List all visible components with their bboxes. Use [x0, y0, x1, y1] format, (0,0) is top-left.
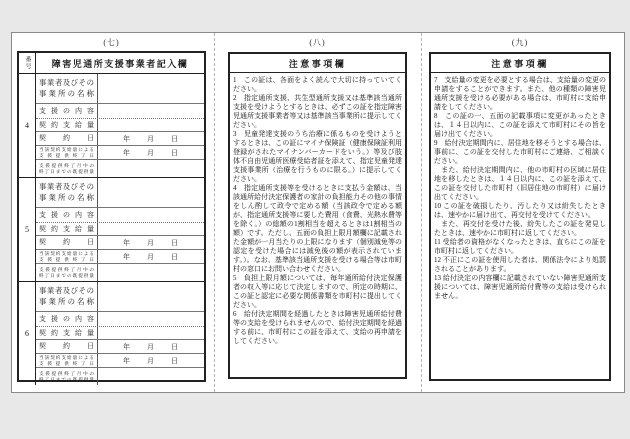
table-row [36, 208, 204, 223]
entry-block-4 [19, 74, 204, 178]
fold-divider-left [214, 33, 215, 392]
contract-amount-label [36, 223, 98, 235]
page-number-label-7: (七) [103, 38, 120, 47]
support-content-value-cell [98, 312, 204, 326]
support-end-date-ymd: 年 月 日 [123, 356, 179, 365]
contract-amount-label [36, 119, 98, 131]
table-row [36, 160, 204, 177]
label-line: 契約日 [39, 342, 94, 350]
support-end-date-ymd: 年 月 日 [123, 148, 179, 157]
table-row [36, 132, 204, 146]
provided-amount-value-cell [98, 368, 204, 385]
note-paragraph: 7 支給量の変更を必要とする場合は、支給量の変更の申請をすることができます。また、他の種類の障害児通所支援を受ける必要がある場合は、市町村に支給申請をしてください。 [434, 76, 606, 111]
label-line: 事業者及びその [39, 286, 94, 295]
label-line: 支援提供終了月中の [39, 266, 94, 272]
provider-name-label [36, 178, 98, 207]
entry-number: 4 [19, 74, 36, 177]
label-line: 契約支給量 [39, 328, 94, 337]
provided-amount-value-cell [98, 160, 204, 177]
provider-table-header [19, 53, 204, 74]
support-end-date-label [36, 146, 98, 159]
provided-amount-label [36, 264, 98, 281]
contract-amount-value-cell [98, 327, 204, 339]
notes-title: 注意事項欄 [431, 54, 609, 73]
contract-date-label [36, 340, 98, 353]
label-line: 事業者及びその [39, 78, 94, 87]
label-line: 契約支給量 [39, 224, 94, 233]
note-paragraph: 10 この証を破損したり、汚したり又は紛失したときは、速やかに届け出て、再交付を受けてください。 [434, 202, 606, 219]
note-paragraph: 3 児童発達支援のうち治療に係るものを受けようとするときは、この証にマイナ保険証（健康保険証利用登録がされたマイナンバーカードをいう。）等及び肢体不自由児通所医療受給者証を添えて、指定児童発達支援事業所（治療を行うものに限る。）に提示してください。 [233, 130, 402, 183]
note-paragraph: 8 この証の一、五面の記載事項に変更があったときは、１４日以内に、この証を添えて市町村にその旨を届け出てください。 [434, 112, 606, 138]
label-line: 支援提供終了月中の [39, 370, 94, 376]
table-row [36, 264, 204, 281]
contract-amount-label [36, 327, 98, 339]
provider-name-value-cell [98, 282, 204, 311]
fold-divider-right [421, 33, 422, 392]
note-paragraph: 5 負担上限月額については、毎年通所給付決定保護者の収入等に応じて決定しますので、所定の時期に、この証と認定に必要な関係書類を市町村に提出してください。 [233, 274, 402, 309]
provided-amount-label [36, 368, 98, 385]
table-row [36, 327, 204, 340]
label-line: 支援の内容 [39, 106, 94, 115]
table-row [36, 250, 204, 264]
label-line: 事業所の名称 [39, 192, 94, 202]
table-row [36, 104, 204, 119]
table-row [36, 223, 204, 236]
contract-amount-value-cell [98, 223, 204, 235]
provider-name-value-cell [98, 74, 204, 103]
note-paragraph: 1 この証は、各面をよく読んで大切に持っていてください。 [233, 76, 402, 93]
note-paragraph: 6 給付決定期間を経過したときは障害児通所給付費等の支給を受けられませんので、給付決定期間を経過する前に、市町村にこの証を添えて、支給の再申請をしてください。 [233, 310, 402, 345]
label-line: 終了日までの既提供量 [39, 272, 94, 278]
table-row [36, 282, 204, 312]
entry-number: 5 [19, 178, 36, 281]
label-line: 支援の内容 [39, 210, 94, 219]
note-paragraph: 12 不正にこの証を使用した者は、関係法令により処罰されることがあります。 [434, 256, 606, 273]
support-end-date-ymd: 年 月 日 [123, 252, 179, 261]
label-line: 当該契約支給量による [39, 250, 94, 256]
support-end-date-label [36, 250, 98, 263]
note-paragraph: 13 給付決定の内容欄に記載されていない障害児通所支援については、障害児通所給付費等の支給は受けられません。 [434, 274, 606, 300]
provided-amount-value-cell [98, 264, 204, 281]
note-paragraph: 2 指定通所支援、共生型通所支援又は基準該当通所支援を受けようとするときは、必ずこの証を指定障害児通所支援事業者等又は基準該当事業所に提示してください。 [233, 94, 402, 129]
label-line: 事業所の名称 [39, 296, 94, 306]
table-row [36, 354, 204, 368]
label-line: 支援提供終了日 [39, 152, 94, 158]
label-line: 契約支給量 [39, 120, 94, 129]
notes-title: 注意事項欄 [230, 54, 405, 73]
contract-date-label [36, 132, 98, 145]
page-number-label-8: (八) [309, 38, 326, 47]
note-paragraph: 11 受給者の資格がなくなったときは、直ちにこの証を市町村に返してください。 [434, 238, 606, 255]
provider-name-value-cell [98, 178, 204, 207]
contract-date-ymd: 年 月 日 [123, 342, 179, 351]
note-paragraph: また、再交付を受けた後、紛失したこの証を発見したときは、速やかに市町村に返してください。 [434, 220, 606, 237]
notes-panel-9 [429, 52, 611, 381]
notes-body [230, 73, 405, 377]
label-line: 支援の内容 [39, 314, 94, 323]
label-line: 事業所の名称 [39, 88, 94, 98]
table-row [36, 236, 204, 250]
label-line: 終了日までの既提供量 [39, 376, 94, 382]
contract-date-ymd: 年 月 日 [123, 134, 179, 143]
provider-name-label [36, 74, 98, 103]
contract-date-ymd: 年 月 日 [123, 238, 179, 247]
table-row [36, 312, 204, 327]
entry-number: 6 [19, 282, 36, 385]
support-content-label [36, 312, 98, 326]
provider-table-title: 障害児通所支援事業者記入欄 [51, 58, 189, 69]
label-line: 契約日 [39, 238, 94, 246]
table-row [36, 119, 204, 132]
support-content-label [36, 104, 98, 118]
label-line: 事業者及びその [39, 182, 94, 191]
label-line: 契約日 [39, 134, 94, 142]
contract-amount-value-cell [98, 119, 204, 131]
page-number-label-9: (九) [511, 38, 529, 47]
note-paragraph: また、給付決定期間内に、他の市町村の区域に居住地を移したときは、１４日以内に、この証を添えて、この証を交付した市町村（旧居住地の市町村）に届け出てください。 [434, 166, 606, 201]
label-line: 支援提供終了月中の [39, 162, 94, 168]
entry-block-6 [19, 282, 204, 385]
support-content-value-cell [98, 208, 204, 222]
provider-entry-table [17, 51, 206, 382]
support-content-label [36, 208, 98, 222]
label-line: 当該契約支給量による [39, 146, 94, 152]
notes-body [431, 73, 609, 379]
notes-panel-8 [228, 52, 407, 379]
label-line: 終了日までの既提供量 [39, 168, 94, 174]
row-number-column-header [19, 53, 36, 73]
support-end-date-label [36, 354, 98, 367]
label-line: 当該契約支給量による [39, 354, 94, 360]
table-row [36, 178, 204, 208]
label-line: 支援提供終了日 [39, 256, 94, 262]
contract-date-label [36, 236, 98, 249]
note-paragraph: 9 給付決定期間内に、居住地を移そうとする場合は、事前に、この証を交付した市町村にご連絡、ご相談ください。 [434, 139, 606, 165]
support-content-value-cell [98, 104, 204, 118]
document-page [11, 32, 625, 393]
provided-amount-label [36, 160, 98, 177]
note-paragraph: 4 指定通所支援等を受けるときに支払う金額は、当該通所給付決定保護者の家計の負担能力その他の事情をしん酌して政令で定める額（当該政令で定める額が、指定通所支援等に要した費用（食費、光熱水費等を除く。）の総額の1割相当を超えるときは1割相当の額）です。ただし、五面の負担上限月額欄に記載された金額が一月当たりの上限になります（個別減免等の認定を受けた場合には減免後の額が表示されています。）。なお、基準該当通所支援を受ける場合等は市町村の窓口にお問い合わせください。 [233, 184, 402, 273]
table-row [36, 146, 204, 160]
provider-name-label [36, 282, 98, 311]
table-row [36, 74, 204, 104]
table-row [36, 368, 204, 385]
table-row [36, 340, 204, 354]
label-line: 支援提供終了日 [39, 360, 94, 366]
row-number-header-label: 番号 [24, 56, 30, 70]
entry-block-5 [19, 178, 204, 282]
